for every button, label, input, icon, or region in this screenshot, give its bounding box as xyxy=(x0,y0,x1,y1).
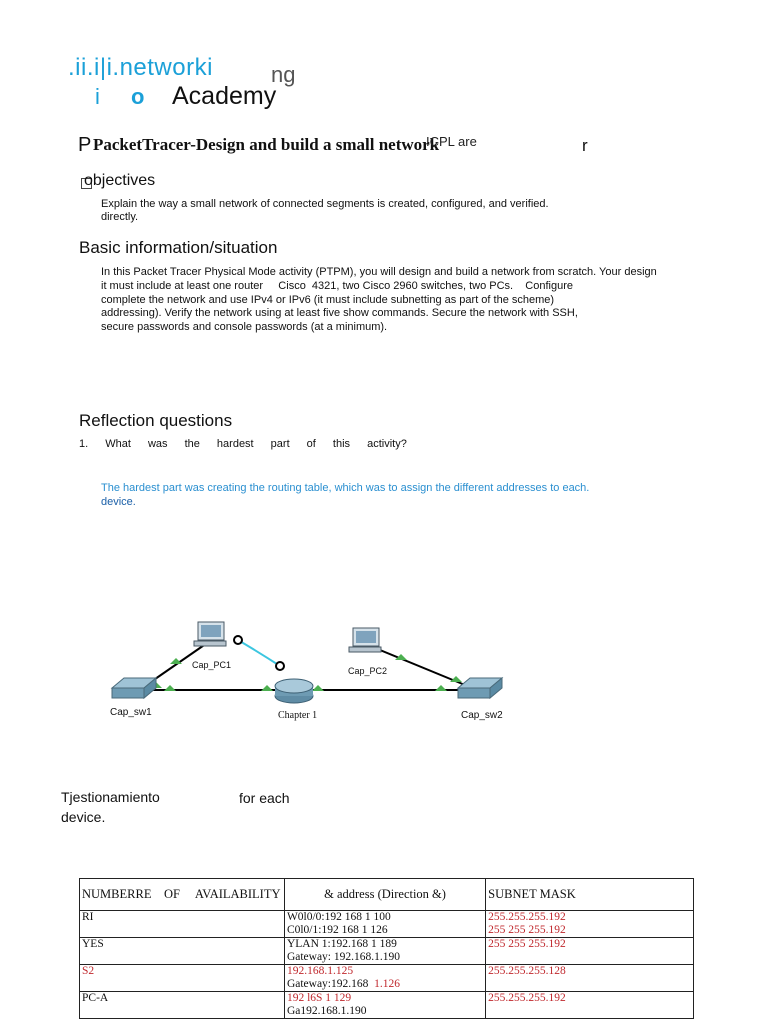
link-up-icon xyxy=(261,685,273,691)
table-header-cell: NUMBERRE OF AVAILABILITY xyxy=(80,879,285,911)
table-cell xyxy=(284,938,485,965)
basic-info-line: complete the network and use IPv4 or IPv6 (it must include subnetting as part of the scheme) xyxy=(101,294,555,306)
overlap-text: Tjestionamiento xyxy=(61,789,160,805)
table-cell: S2 xyxy=(80,965,285,992)
console-cable xyxy=(238,640,280,666)
mask-line: 255.255.255.192 xyxy=(488,911,566,923)
objectives-heading: objectives xyxy=(84,172,156,189)
console-end-icon xyxy=(234,636,242,644)
basic-info-line: addressing). Verify the network using at least five show commands. Secure the network with SSH, xyxy=(101,307,578,319)
table-cell xyxy=(486,992,694,1019)
networking-logo-text: .ii.i|i.networki xyxy=(68,54,213,81)
table-header-row xyxy=(80,879,694,911)
switch-sw2-icon xyxy=(458,678,502,698)
gateway-text: Gateway:192.168 xyxy=(286,978,369,990)
pc2-label: Cap_PC2 xyxy=(348,666,388,676)
networking-logo-suffix: ng xyxy=(271,62,296,87)
link-up-icon xyxy=(164,685,176,691)
reflection-question-1: 1. What was the hardest part of this activity? xyxy=(79,438,407,450)
address-line: 192.168.1.125 xyxy=(286,965,354,977)
sw2-label: Cap_sw2 xyxy=(461,710,503,721)
link-pc2-sw2 xyxy=(375,648,465,685)
for-each-text: for each xyxy=(239,790,290,806)
mask-line: 255.255.255.128 xyxy=(488,965,566,977)
table-header-cell: & address (Direction &) xyxy=(284,879,485,911)
mask-line: 255 255 255.192 xyxy=(488,924,566,936)
table-cell xyxy=(486,965,694,992)
basic-info-line: secure passwords and console passwords (at a minimum). xyxy=(101,321,388,333)
basic-info-line: In this Packet Tracer Physical Mode activity (PTPM), you will design and build a network from scratch. Your design xyxy=(101,266,657,278)
basic-info-line: it must include at least one router Cisco 4321, two Cisco 2960 switches, two PCs. Configure xyxy=(101,280,573,292)
network-topology-diagram xyxy=(100,608,520,738)
logo-i-glyph: i xyxy=(95,84,100,109)
console-end-icon xyxy=(276,662,284,670)
addressing-table xyxy=(79,878,694,1019)
table-row xyxy=(80,938,694,965)
table-cell xyxy=(284,992,485,1019)
router-icon xyxy=(275,679,313,703)
basic-info-heading: Basic information/situation xyxy=(79,238,278,257)
table-cell xyxy=(486,938,694,965)
table-cell xyxy=(284,911,485,938)
table-row xyxy=(80,911,694,938)
academy-logo-text: Academy xyxy=(172,82,277,110)
reflection-answer-text: The hardest part was creating the routing table, which was to assign the different addresses to each. xyxy=(101,482,590,494)
table-row xyxy=(80,965,694,992)
link-up-icon xyxy=(312,685,324,691)
link-up-icon xyxy=(435,685,447,691)
address-line: 192 l6S 1 129 xyxy=(286,992,352,1004)
title-suffix: r xyxy=(582,136,588,155)
table-cell: PC-A xyxy=(80,992,285,1019)
address-line xyxy=(287,978,483,991)
address-line: C0l0/1:192 168 1 126 xyxy=(286,924,388,936)
switch-sw1-icon xyxy=(112,678,156,698)
title-prefix: P xyxy=(78,134,92,156)
gateway-suffix: 1.126 xyxy=(368,978,401,990)
table-cell xyxy=(284,965,485,992)
objectives-text-line1: Explain the way a small network of connected segments is created, configured, and verified. xyxy=(101,198,549,210)
address-line: YLAN 1:192.168 1 189 xyxy=(286,938,397,950)
title-overlay-text: ICPL are xyxy=(426,134,477,149)
page-title: PacketTracer-Design and build a small network xyxy=(93,135,440,154)
mask-line: 255.255.255.192 xyxy=(488,992,566,1004)
router-label: Chapter 1 xyxy=(278,710,318,721)
pc2-icon xyxy=(349,628,381,652)
address-line: Gateway: 192.168.1.190 xyxy=(286,951,401,963)
address-line: W0l0/0:192 168 1 100 xyxy=(286,911,391,923)
pc1-label: Cap_PC1 xyxy=(192,660,232,670)
pc1-icon xyxy=(194,622,226,646)
table-header-cell: SUBNET MASK xyxy=(486,879,694,911)
device-text: device. xyxy=(61,809,106,825)
objectives-text-line2: directly. xyxy=(101,211,139,223)
mask-line: 255 255 255.192 xyxy=(488,938,566,950)
table-row xyxy=(80,992,694,1019)
reflection-heading: Reflection questions xyxy=(79,411,233,430)
table-cell xyxy=(486,911,694,938)
reflection-answer xyxy=(101,481,661,509)
table-cell: RI xyxy=(80,911,285,938)
sw1-label: Cap_sw1 xyxy=(110,707,152,718)
address-line: Ga192.168.1.190 xyxy=(286,1005,367,1017)
reflection-answer-end: device. xyxy=(101,496,136,508)
table-cell: YES xyxy=(80,938,285,965)
logo-o-glyph: o xyxy=(131,84,145,109)
